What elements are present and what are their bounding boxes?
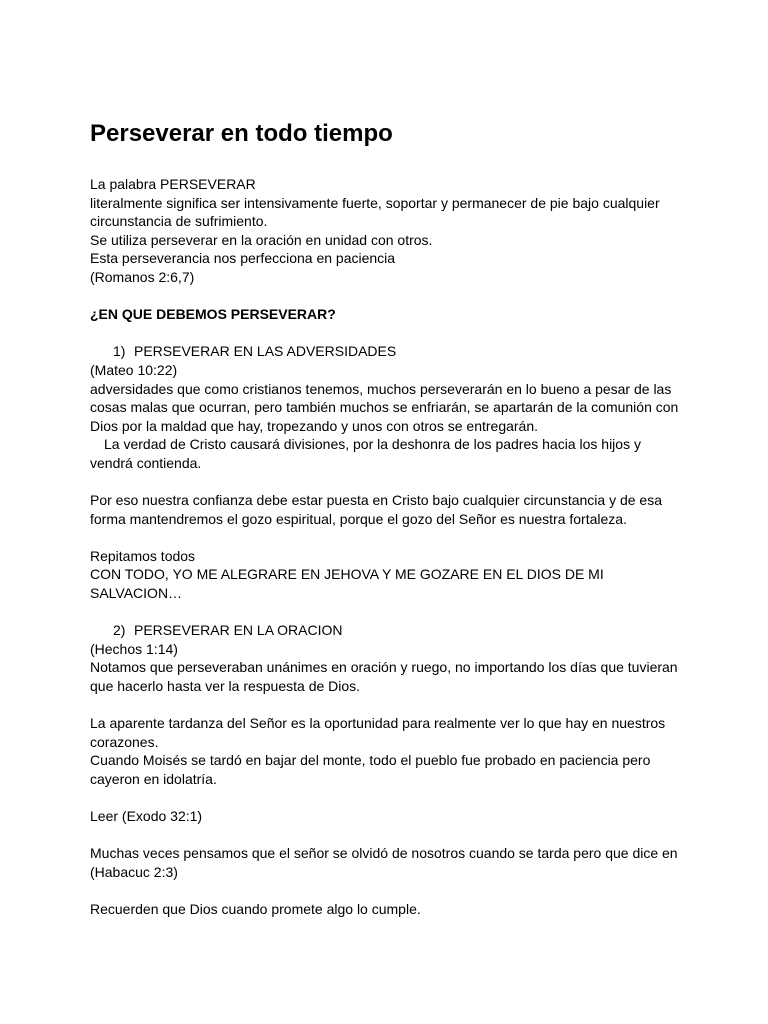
paragraph-line: Leer (Exodo 32:1) xyxy=(90,808,203,825)
paragraph-line: CON TODO, YO ME ALEGRARE EN JEHOVA Y ME GOZARE EN EL DIOS DE MI xyxy=(90,566,604,583)
point-2-section xyxy=(90,621,680,919)
paragraph-line: Repitamos todos xyxy=(90,547,196,564)
paragraph-line: adversidades que como cristianos tenemos, muchos perseverarán en lo bueno a pesar de las xyxy=(90,380,672,397)
paragraph-line: (Habacuc 2:3) xyxy=(90,863,178,880)
list-item-title: PERSEVERAR EN LAS ADVERSIDADES xyxy=(134,343,397,360)
scripture-reference: (Mateo 10:22) xyxy=(90,361,178,378)
paragraph-line: Cuando Moisés se tardó en bajar del monte, todo el pueblo fue probado en paciencia pero xyxy=(90,752,651,769)
point-1-section xyxy=(90,342,680,602)
list-item-title: PERSEVERAR EN LA ORACION xyxy=(134,622,343,639)
paragraph-line: cosas malas que ocurran, pero también muchos se enfriarán, se apartarán de la comunión con xyxy=(90,399,679,416)
intro-line: Se utiliza perseverar en la oración en unidad con otros. xyxy=(90,231,433,248)
paragraph-line: Notamos que perseveraban unánimes en oración y ruego, no importando los días que tuvieran xyxy=(90,659,678,676)
scripture-reference: (Hechos 1:14) xyxy=(90,640,178,657)
paragraph-line: cayeron en idolatría. xyxy=(90,771,217,787)
section-heading: ¿EN QUE DEBEMOS PERSEVERAR? xyxy=(90,306,336,323)
paragraph-line: Dios por la maldad que hay, tropezando y unos con otros se entregarán. xyxy=(90,417,539,434)
paragraph-line: Muchas veces pensamos que el señor se olvidó de nosotros cuando se tarda pero que dice en xyxy=(90,845,678,862)
list-number: 1) xyxy=(113,343,126,360)
intro-line: literalmente significa ser intensivamente fuerte, soportar y permanecer de pie bajo cualquier xyxy=(90,194,660,211)
list-item-oracion xyxy=(90,621,680,640)
paragraph-line: que hacerlo hasta ver la respuesta de Dios. xyxy=(90,678,361,695)
paragraph-line: La aparente tardanza del Señor es la oportunidad para realmente ver lo que hay en nuestros xyxy=(90,715,666,732)
paragraph-line: vendrá contienda. xyxy=(90,454,202,471)
intro-line: (Romanos 2:6,7) xyxy=(90,268,195,285)
paragraph-line: corazones. xyxy=(90,733,159,750)
list-number: 2) xyxy=(113,622,126,639)
intro-line: circunstancia de sufrimiento. xyxy=(90,213,268,230)
paragraph-line: Recuerden que Dios cuando promete algo lo cumple. xyxy=(90,901,421,918)
document-title: Perseverar en todo tiempo xyxy=(90,120,393,147)
paragraph-line: forma mantendremos el gozo espiritual, porque el gozo del Señor es nuestra fortaleza. xyxy=(90,510,627,527)
paragraph-line: La verdad de Cristo causará divisiones, por la deshonra de los padres hacia los hijos y xyxy=(104,436,641,453)
paragraph-line: Por eso nuestra confianza debe estar puesta en Cristo bajo cualquier circunstancia y de esa xyxy=(90,492,663,509)
list-item-adversidades xyxy=(90,342,680,361)
intro-line: Esta perseverancia nos perfecciona en paciencia xyxy=(90,250,396,267)
intro-line: La palabra PERSEVERAR xyxy=(90,176,256,192)
paragraph-line: SALVACION… xyxy=(90,585,183,602)
intro-paragraph xyxy=(90,175,680,287)
document-body xyxy=(90,175,680,919)
